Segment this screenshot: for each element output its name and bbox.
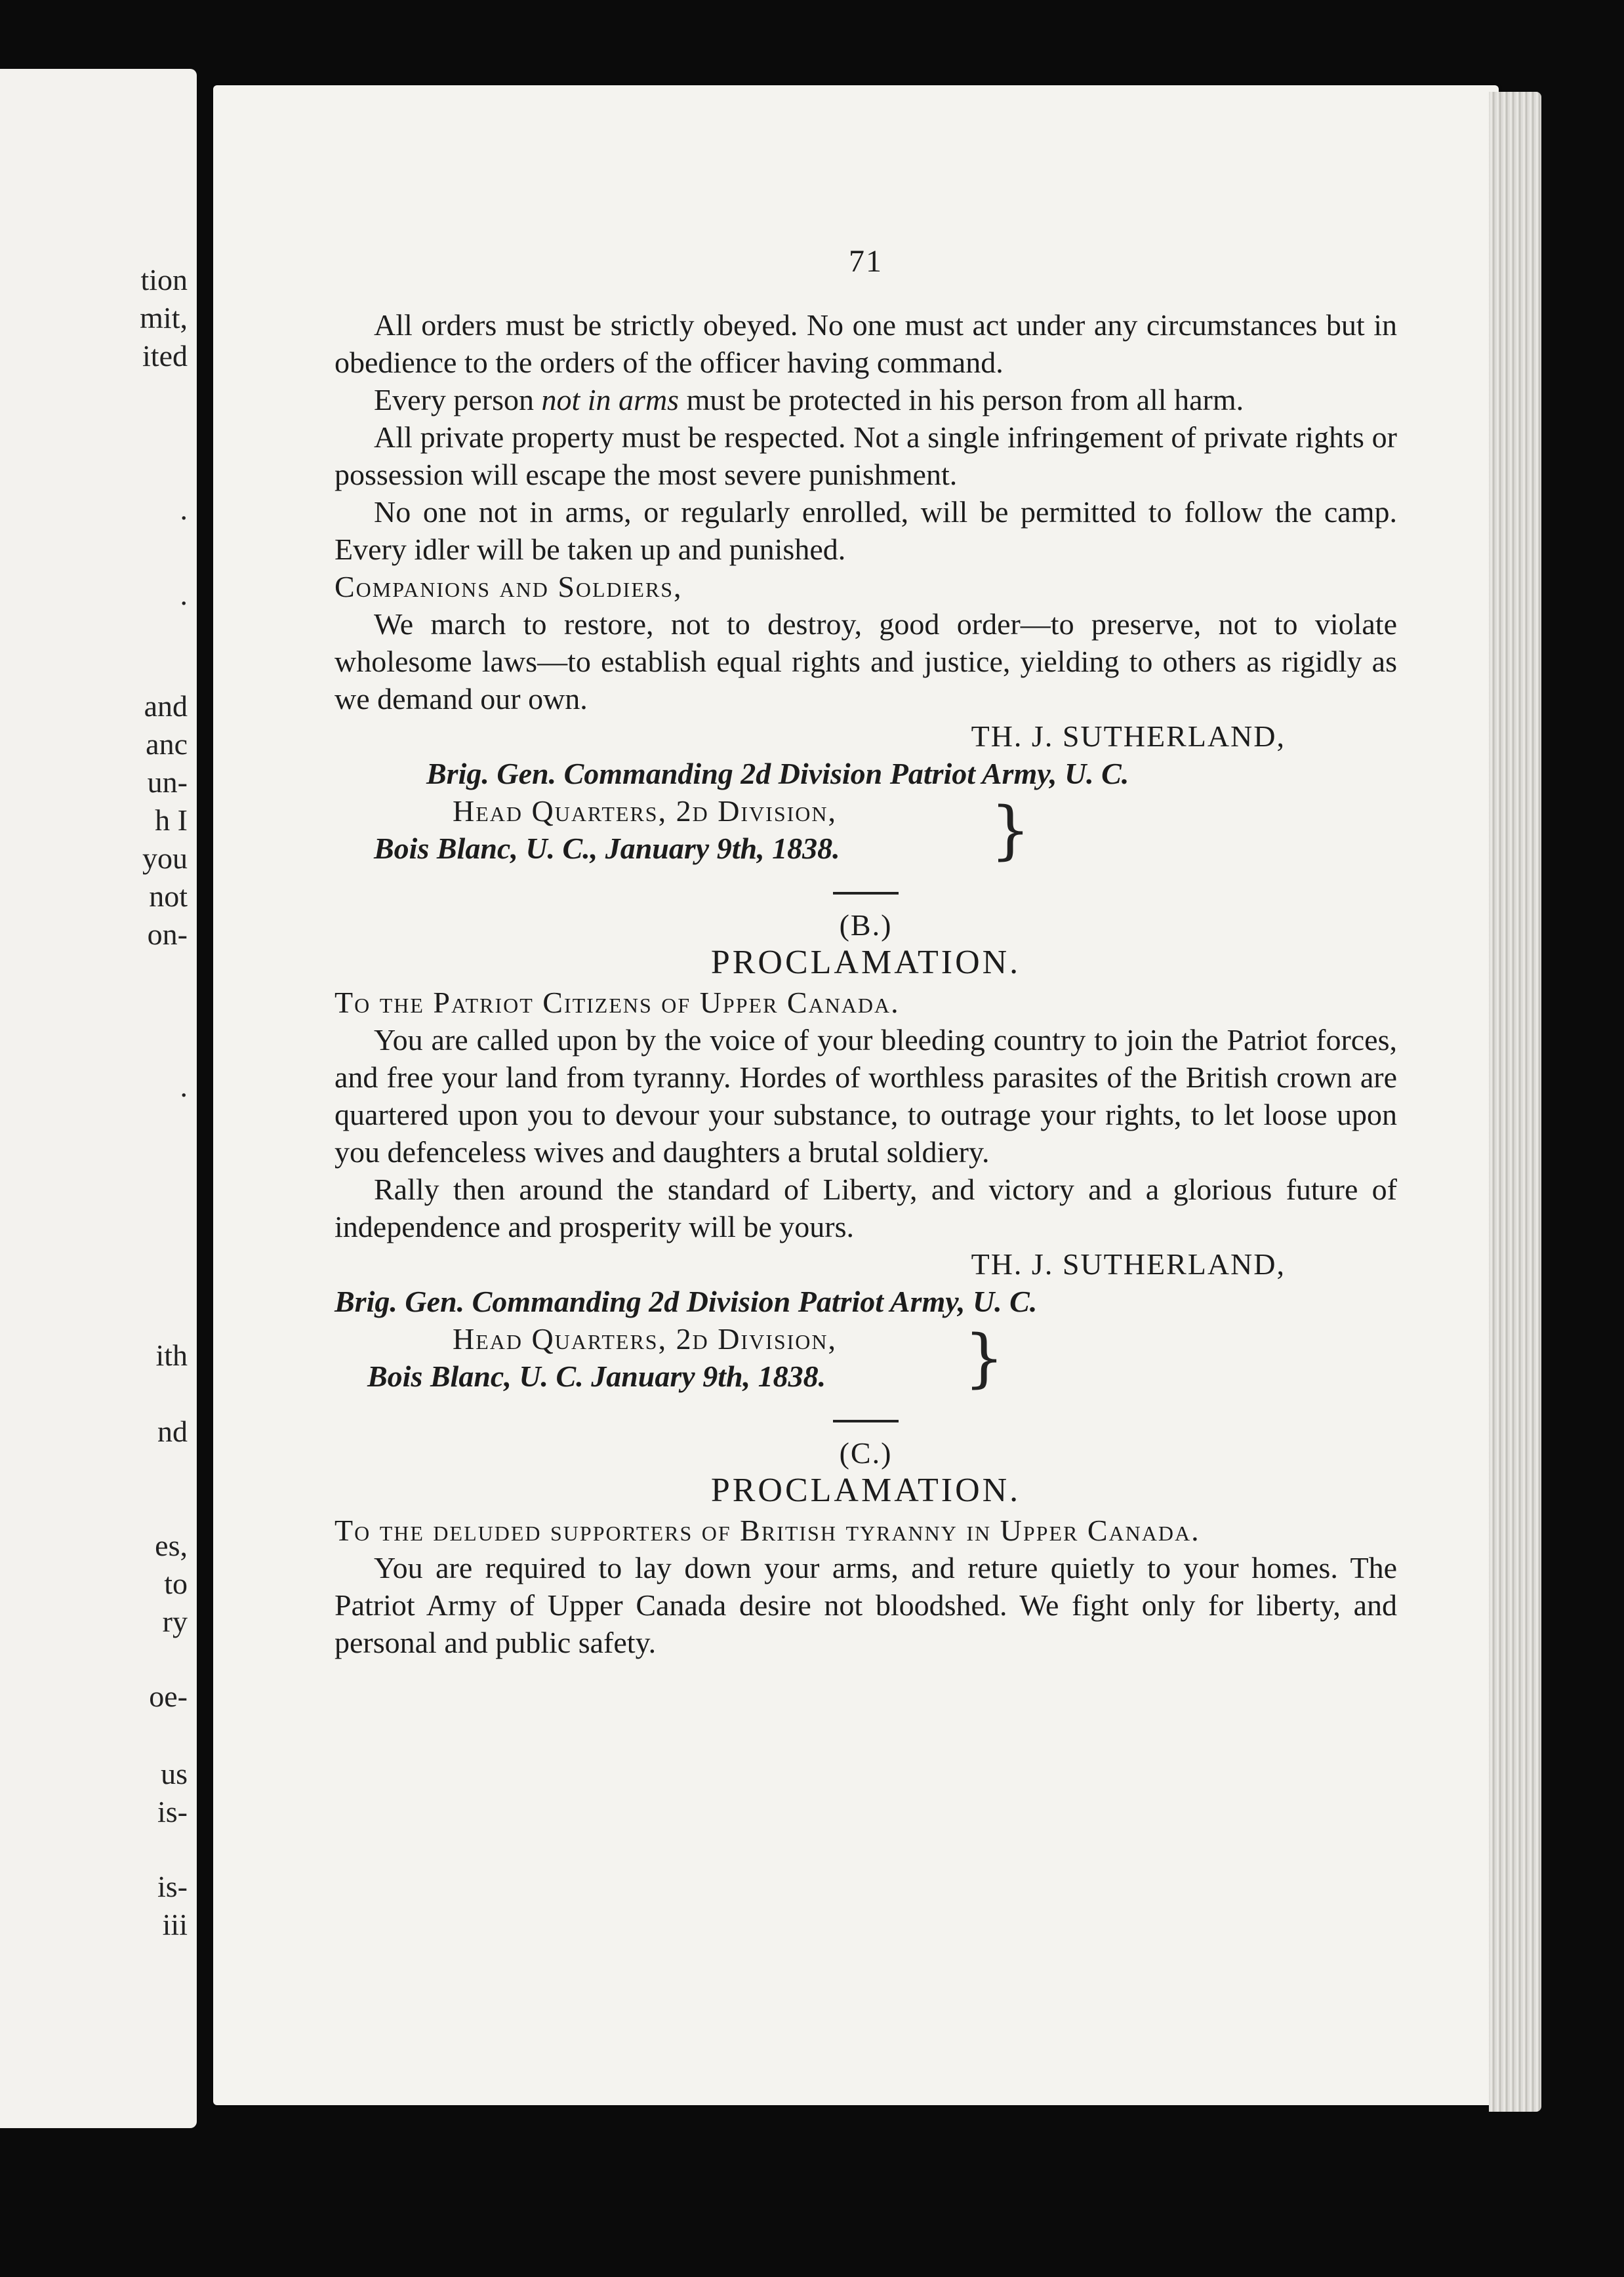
signature-name: TH. J. SUTHERLAND, — [971, 1247, 1286, 1281]
paragraph-protection: Every person not in arms must be protected in his person from all harm. — [374, 383, 1244, 416]
place-date-line: Bois Blanc, U. C., January 9th, 1838. — [374, 832, 840, 865]
section-rule — [833, 1420, 899, 1422]
left-page-text-fragment: ited — [142, 339, 188, 373]
left-page-text-fragment: on- — [147, 917, 188, 951]
section-b-paragraph-2: Rally then around the standard of Liberty, and victory and a glorious future of independence and prosperity will be yours. — [335, 1173, 1397, 1243]
emphasis-not-in-arms: not in arms — [541, 383, 680, 416]
section-c-title: PROCLAMATION. — [710, 1472, 1021, 1509]
companions-heading: Companions and Soldiers, — [335, 570, 683, 603]
left-page — [0, 69, 197, 2128]
section-b-title: PROCLAMATION. — [710, 944, 1021, 981]
left-page-text-fragment: is- — [157, 1795, 188, 1828]
section-b-paragraph-1: You are called upon by the voice of your bleeding country to join the Patriot forces, and free your land from tyranny. Hordes of worthless parasites of the British crown are quartered upon you to devour your substance, to outrage your rights, to let loose upon you defenceless wives and daughters a brutal soldiery. — [335, 1023, 1397, 1169]
left-page-text-fragment: anc — [146, 727, 188, 761]
left-page-text-fragment: un- — [147, 765, 188, 799]
signature-name: TH. J. SUTHERLAND, — [971, 719, 1286, 753]
left-page-text-fragment: oe- — [149, 1680, 188, 1713]
section-rule — [833, 892, 899, 895]
paragraph-enrollment: No one not in arms, or regularly enrolled, will be permitted to follow the camp. Every idler will be taken up and punished. — [335, 495, 1397, 566]
place-date-line: Bois Blanc, U. C. January 9th, 1838. — [367, 1360, 826, 1393]
section-c-address: To the deluded supporters of British tyranny in Upper Canada. — [335, 1514, 1200, 1547]
headquarters-line: Head Quarters, 2d Division, — [453, 1322, 838, 1356]
left-page-text-fragment: is- — [157, 1870, 188, 1903]
left-page-text-fragment: . — [180, 578, 188, 611]
left-page-text-fragment: ith — [155, 1339, 188, 1372]
left-page-text-fragment: and — [144, 689, 188, 723]
paragraph-property: All private property must be respected. Not a single infringement of private rights or possession will escape the most severe punishment. — [335, 420, 1397, 491]
section-b-address: To the Patriot Citizens of Upper Canada. — [335, 986, 900, 1019]
section-b-label: (B.) — [839, 908, 893, 942]
left-page-text-fragment: h I — [155, 803, 188, 837]
brace-mark: } — [990, 794, 1031, 867]
left-page-text-fragment: iii — [162, 1908, 188, 1941]
page-edges — [1489, 92, 1541, 2112]
left-page-text-fragment: not — [149, 879, 188, 913]
left-page-text-fragment: tion — [140, 263, 188, 296]
left-page-text-fragment: ry — [162, 1605, 188, 1638]
signature-title: Brig. Gen. Commanding 2d Division Patriot Army, U. C. — [335, 1285, 1038, 1318]
left-page-text-fragment: . — [180, 493, 188, 526]
left-page-text-fragment: us — [161, 1757, 188, 1790]
headquarters-line: Head Quarters, 2d Division, — [453, 794, 838, 828]
page-number: 71 — [849, 244, 883, 279]
paragraph-orders: All orders must be strictly obeyed. No one must act under any circumstances but in obedience to the orders of the officer having command. — [335, 308, 1397, 379]
brace-mark: } — [964, 1321, 1005, 1395]
page-content — [335, 243, 1397, 1661]
left-page-text-fragment: . — [180, 1070, 188, 1103]
section-c-label: (C.) — [839, 1436, 893, 1470]
signature-title: Brig. Gen. Commanding 2d Division Patriot Army, U. C. — [426, 757, 1129, 790]
section-c-paragraph-1: You are required to lay down your arms, and reture quietly to your homes. The Patriot Army of Upper Canada desire not bloodshed. We fight only for liberty, and personal and public safety. — [335, 1551, 1397, 1659]
left-page-text-fragment: nd — [157, 1415, 188, 1448]
left-page-text-fragment: es, — [155, 1529, 188, 1562]
headquarters-block — [335, 1320, 1397, 1395]
left-page-text-fragment: you — [142, 841, 188, 875]
left-page-text-fragment: mit, — [140, 301, 188, 334]
headquarters-block — [335, 792, 1397, 867]
paragraph-companions: We march to restore, not to destroy, good order—to preserve, not to violate wholesome laws—to establish equal rights and justice, yielding to others as rigidly as we demand our own. — [335, 607, 1397, 715]
left-page-text-fragment: to — [164, 1567, 188, 1600]
